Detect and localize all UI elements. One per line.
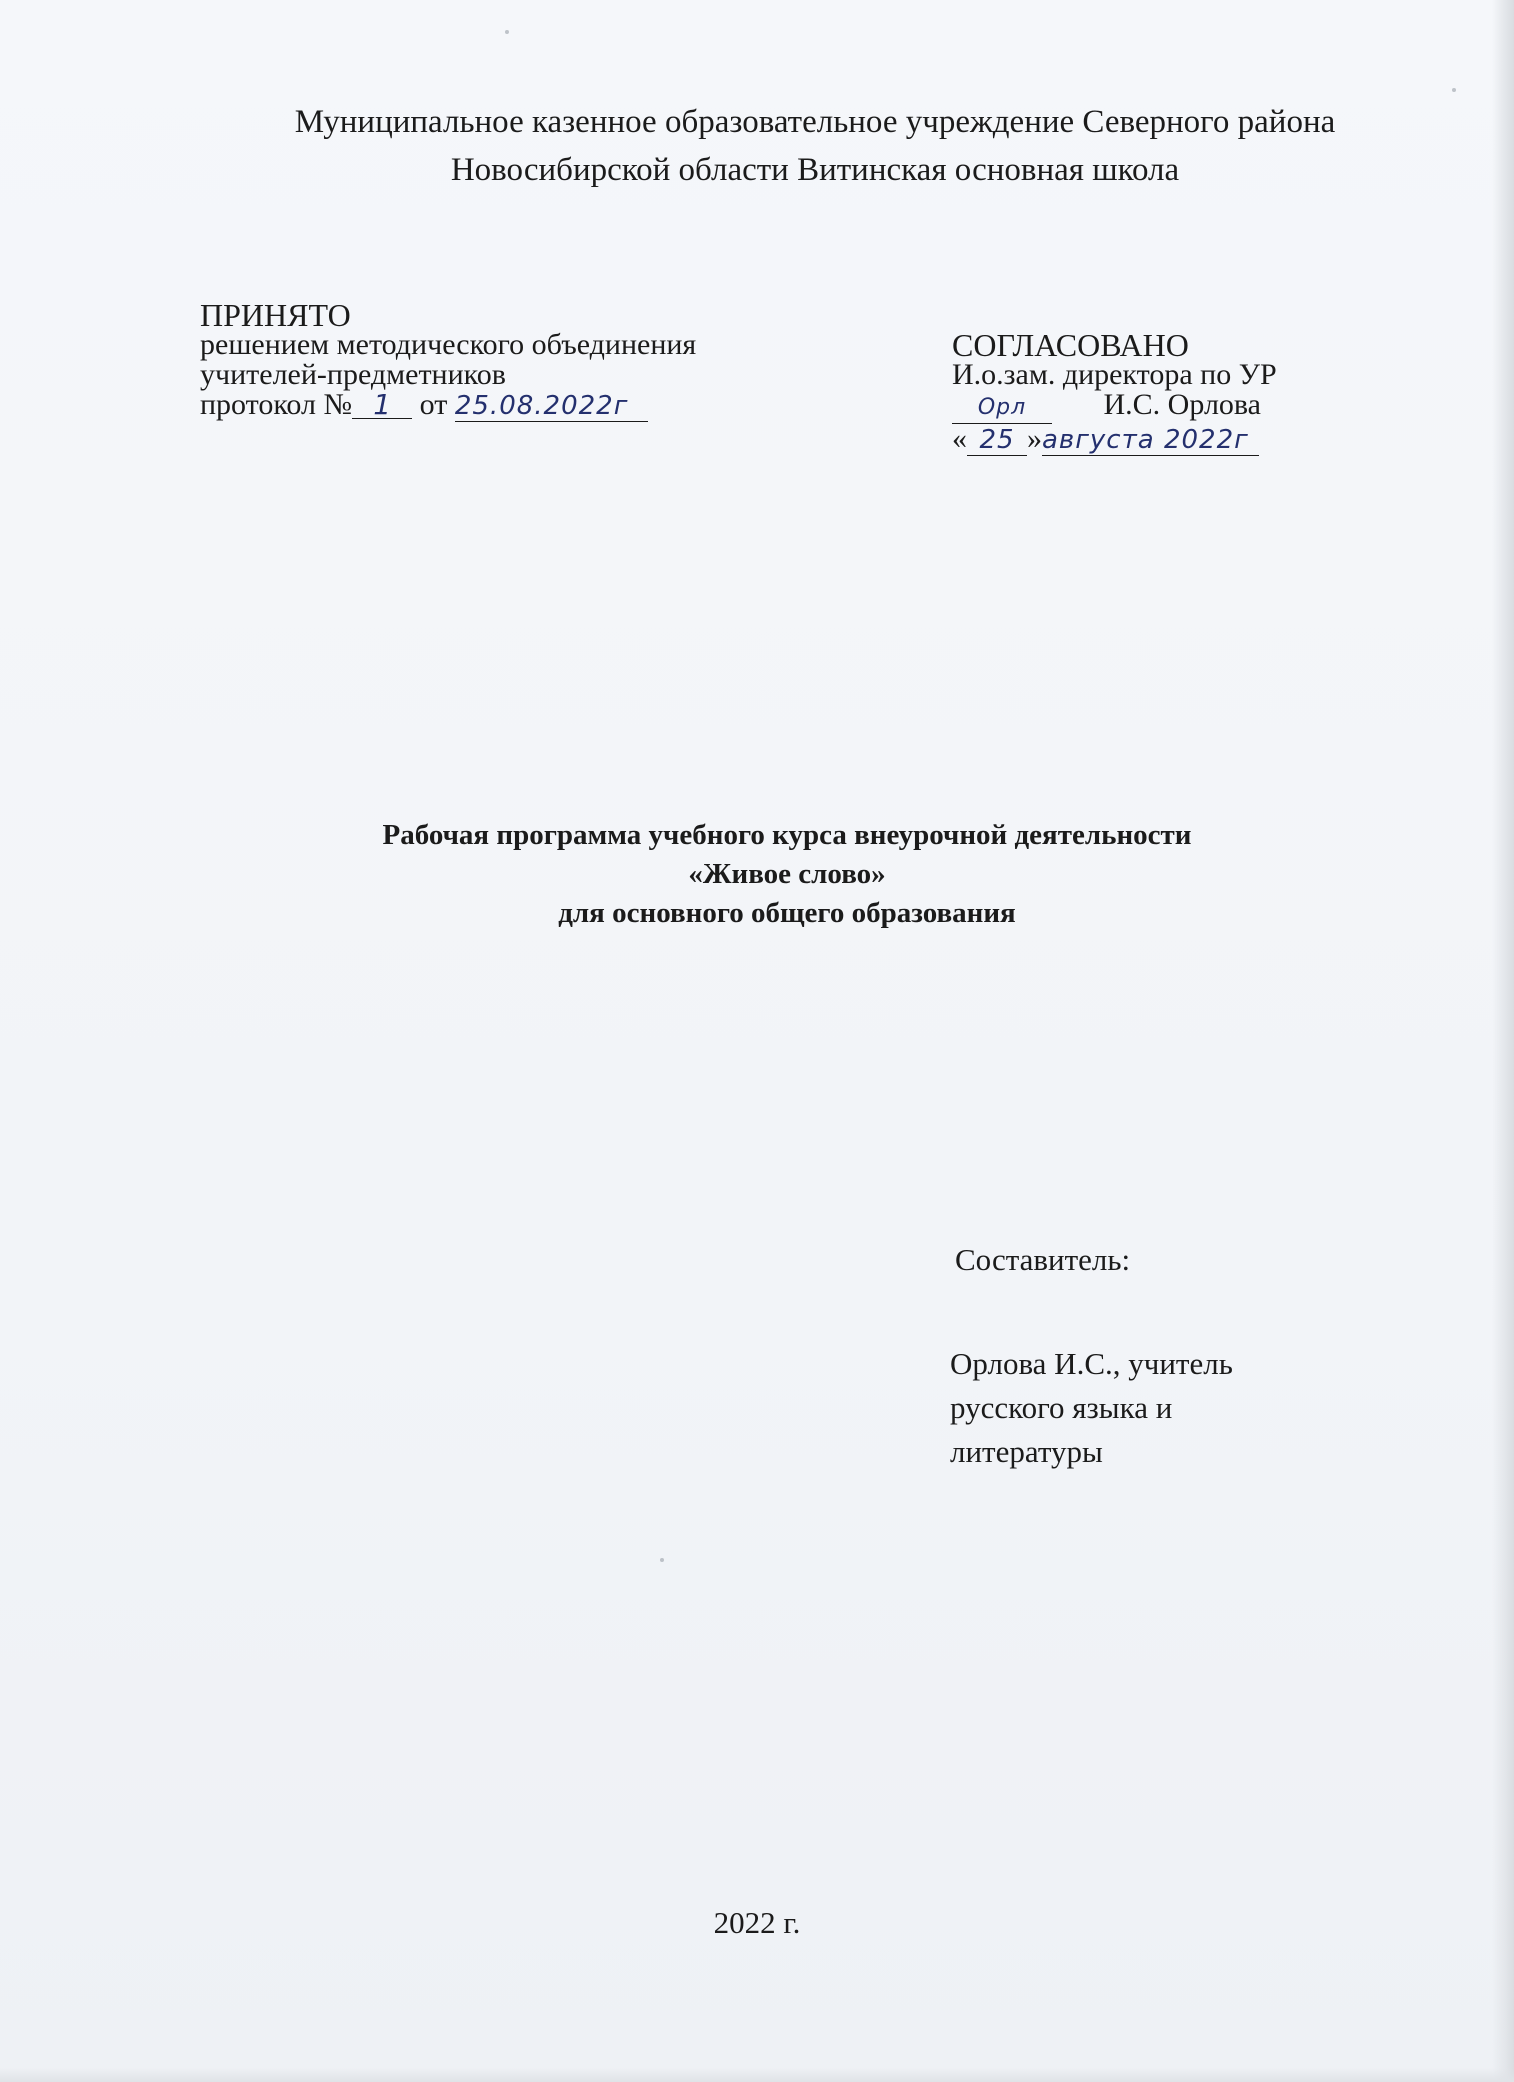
quote-close: » — [1027, 422, 1042, 455]
agreed-day: 25 — [967, 425, 1027, 456]
quote-open: « — [952, 422, 967, 455]
protocol-label: протокол № — [200, 388, 353, 421]
program-title-line-3: для основного общего образования — [558, 897, 1016, 929]
composer-line-3: литературы — [950, 1434, 1103, 1469]
scan-speck — [505, 30, 509, 34]
signature — [952, 390, 1052, 424]
agreed-date-line — [952, 424, 1352, 456]
document-year: 2022 г. — [713, 1905, 801, 1940]
scan-edge-right — [1492, 0, 1514, 2082]
header-line-1: Муниципальное казенное образовательное учреждение Северного района — [294, 104, 1336, 140]
signature-scribble: Орл — [977, 395, 1027, 420]
signature-line — [952, 390, 1352, 424]
accepted-title: ПРИНЯТО — [200, 297, 351, 333]
header-line-2: Новосибирской области Витинская основная школа — [450, 152, 1180, 188]
protocol-number: 1 — [352, 392, 412, 419]
scan-speck — [660, 1558, 664, 1562]
agreed-title: СОГЛАСОВАНО — [952, 327, 1189, 363]
program-title-line-2: «Живое слово» — [688, 858, 886, 890]
school-header — [150, 98, 1480, 194]
agreed-position: И.о.зам. директора по УР — [952, 358, 1277, 391]
composer-line-2: русского языка и — [950, 1390, 1173, 1425]
protocol-date-handwritten: 25.08.2022г — [455, 391, 649, 422]
agreed-name: И.С. Орлова — [1103, 388, 1261, 421]
composer-block — [950, 1238, 1330, 1474]
accepted-line-1: решением методического объединения — [200, 328, 697, 361]
scan-edge-bottom — [0, 2068, 1514, 2082]
protocol-line — [200, 390, 760, 421]
approval-block-agreed — [952, 327, 1352, 456]
accepted-line-2: учителей-предметников — [200, 358, 506, 391]
composer-line-1: Орлова И.С., учитель — [950, 1346, 1233, 1381]
scan-speck — [1452, 88, 1456, 92]
program-title — [150, 816, 1424, 933]
program-title-line-1: Рабочая программа учебного курса внеурочной деятельности — [382, 819, 1192, 851]
approval-block-accepted — [200, 297, 760, 421]
composer-label: Составитель: — [955, 1242, 1131, 1277]
date-label: от — [419, 388, 448, 421]
agreed-month-year: августа 2022г — [1042, 425, 1259, 456]
